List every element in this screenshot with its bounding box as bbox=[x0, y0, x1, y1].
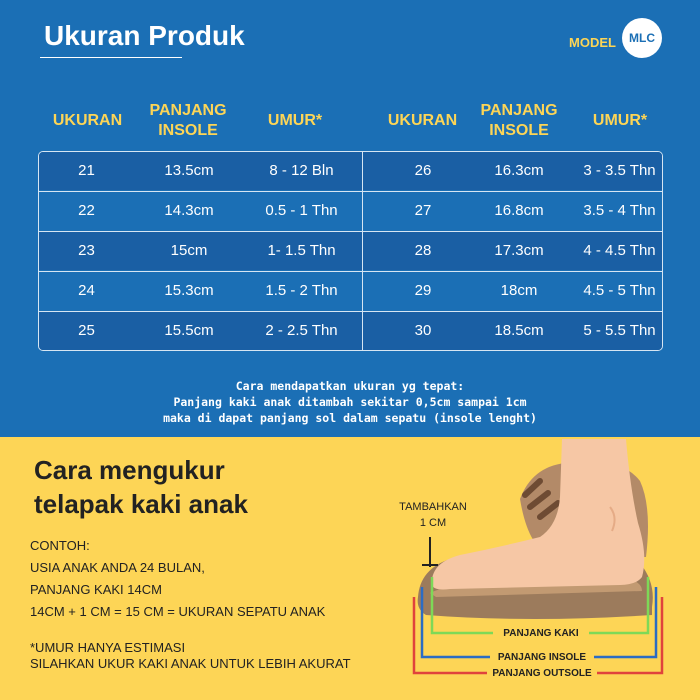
size-cell: 30 bbox=[414, 322, 432, 339]
measure-guide-panel bbox=[0, 437, 700, 700]
col-header-age: UMUR* bbox=[267, 112, 323, 129]
age-cell: 4.5 - 5 Thn bbox=[583, 282, 656, 299]
size-cell: 24 bbox=[78, 282, 95, 299]
insole-cell: 15cm bbox=[170, 242, 208, 259]
guide-title-line: Cara mengukur bbox=[34, 455, 225, 485]
col-header-insole: PANJANG INSOLE bbox=[480, 102, 558, 139]
size-cell: 28 bbox=[414, 242, 432, 259]
example-label: CONTOH: bbox=[30, 538, 90, 553]
age-cell: 8 - 12 Bln bbox=[269, 162, 334, 179]
age-cell: 1- 1.5 Thn bbox=[267, 242, 336, 259]
model-badge: MLC bbox=[622, 18, 662, 58]
guide-title-line: telapak kaki anak bbox=[34, 489, 248, 519]
page-title: Ukuran Produk bbox=[44, 20, 245, 51]
add-label: TAMBAHKAN bbox=[399, 501, 467, 513]
foot-length-label: PANJANG KAKI bbox=[503, 628, 579, 639]
size-cell: 26 bbox=[414, 162, 432, 179]
size-cell: 23 bbox=[78, 242, 95, 259]
insole-cell: 13.5cm bbox=[164, 162, 214, 179]
age-cell: 2 - 2.5 Thn bbox=[265, 322, 338, 339]
age-cell: 3 - 3.5 Thn bbox=[583, 162, 656, 179]
disclaimer-text: SILAHKAN UKUR KAKI ANAK UNTUK LEBIH AKURAT bbox=[30, 656, 351, 671]
table-row bbox=[39, 232, 662, 270]
age-cell: 0.5 - 1 Thn bbox=[265, 202, 338, 219]
col-header-insole: PANJANG INSOLE bbox=[149, 102, 227, 139]
disclaimer-text: *UMUR HANYA ESTIMASI bbox=[30, 640, 186, 655]
insole-cell: 17.3cm bbox=[494, 242, 544, 259]
note-line: maka di dapat panjang sol dalam sepatu (insole lenght) bbox=[163, 411, 537, 425]
size-cell: 29 bbox=[414, 282, 432, 299]
model-label: MODEL bbox=[569, 35, 616, 50]
column-divider bbox=[362, 152, 363, 350]
insole-cell: 16.8cm bbox=[494, 202, 544, 219]
table-row bbox=[39, 152, 662, 190]
example-text: 14CM + 1 CM = 15 CM = UKURAN SEPATU ANAK bbox=[30, 604, 326, 619]
insole-cell: 15.5cm bbox=[164, 322, 214, 339]
example-text: USIA ANAK ANDA 24 BULAN, bbox=[30, 560, 205, 575]
insole-length-label: PANJANG INSOLE bbox=[497, 652, 587, 663]
col-header-size: UKURAN bbox=[387, 112, 458, 129]
example-text: PANJANG KAKI 14CM bbox=[30, 582, 162, 597]
note-line: Cara mendapatkan ukuran yg tepat: bbox=[235, 379, 465, 393]
insole-cell: 14.3cm bbox=[164, 202, 214, 219]
insole-cell: 18.5cm bbox=[494, 322, 544, 339]
table-row bbox=[39, 192, 662, 230]
table-row bbox=[39, 272, 662, 310]
col-header-age: UMUR* bbox=[592, 112, 648, 129]
note-line: Panjang kaki anak ditambah sekitar 0,5cm sampai 1cm bbox=[173, 395, 527, 409]
age-cell: 4 - 4.5 Thn bbox=[583, 242, 656, 259]
size-cell: 25 bbox=[78, 322, 95, 339]
title-underline bbox=[40, 57, 182, 58]
insole-cell: 16.3cm bbox=[494, 162, 544, 179]
col-header-size: UKURAN bbox=[52, 112, 123, 129]
age-cell: 3.5 - 4 Thn bbox=[583, 202, 656, 219]
size-cell: 27 bbox=[414, 202, 432, 219]
table-row bbox=[39, 312, 662, 350]
age-cell: 5 - 5.5 Thn bbox=[583, 322, 656, 339]
age-cell: 1.5 - 2 Thn bbox=[265, 282, 338, 299]
size-cell: 21 bbox=[78, 162, 95, 179]
size-cell: 22 bbox=[78, 202, 95, 219]
insole-cell: 15.3cm bbox=[164, 282, 214, 299]
insole-cell: 18cm bbox=[500, 282, 538, 299]
outsole-length-label: PANJANG OUTSOLE bbox=[492, 668, 592, 679]
size-table bbox=[38, 151, 663, 351]
add-label: 1 CM bbox=[419, 517, 447, 529]
